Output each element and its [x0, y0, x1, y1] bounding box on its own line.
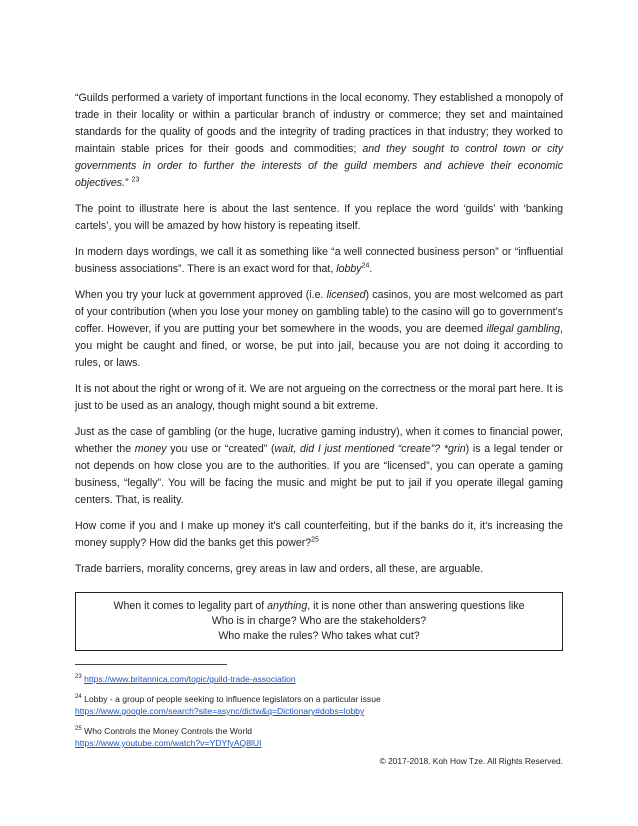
casinos-text-c: , you might be caught and fined, or worse, be put into jail, because you are not doing it according to rules, or laws.: [75, 323, 563, 369]
footnote-link[interactable]: https://www.britannica.com/topic/guild-trade-association: [84, 674, 296, 684]
callout-line-3: Who make the rules? Who takes what cut?: [218, 630, 420, 642]
paragraph-lobby: [75, 244, 563, 278]
paragraph-guilds-quote: [75, 90, 563, 192]
footnote-number: 24: [75, 694, 82, 701]
footnote-24: [75, 693, 563, 717]
gaming-text-b: you use or “created” (: [166, 443, 275, 455]
footnote-23: [75, 673, 563, 685]
callout-emphasis: anything: [267, 600, 308, 612]
callout-line-1: [86, 599, 552, 614]
paragraph-gaming-industry: [75, 424, 563, 509]
gaming-text-c: ) is a legal tender or not depends on how close you are to the authorities. If you are “licensed”, you can operate a gaming business, “legally”. You will be facing the music and might be put to jail if you operate illegal gaming centers. That, is reality.: [75, 443, 563, 506]
footnote-number: 23: [75, 674, 82, 681]
callout-line-1-text-a: When it comes to legality part of: [113, 600, 268, 612]
licensed-emphasis: licensed: [326, 289, 366, 301]
footnote-number: 25: [75, 726, 82, 733]
quote-text: “Guilds performed a variety of important functions in the local economy. They established a monopoly of trade in their locality or within a particular branch of industry or commerce; they set and maintained standards for the quality of goods and the integrity of trading practices in that industry; they worked to maintain stable prices for their goods and commodities;: [75, 92, 563, 155]
footnote-text: Who Controls the Money Controls the World: [84, 726, 253, 736]
quote-emphasis: and they sought to control town or city governments in order to further the interests of the guild members and achieve their economic objectives.: [75, 143, 564, 189]
footnote-text: Lobby - a group of people seeking to influence legislators on a particular issue: [84, 694, 381, 704]
casinos-text-b: ) casinos, you are most welcomed as part of your contribution (when you lose your money on gambling table) to the casino will go to government’s coffer. However, if you are putting your bet somewhere in the woods, you are deemed: [75, 289, 563, 335]
paragraph-counterfeiting: [75, 518, 563, 552]
footnote-link[interactable]: https://www.youtube.com/watch?v=YDYfyAQ8lUI: [75, 738, 262, 748]
footnote-divider: [75, 664, 227, 665]
counterfeiting-text: How come if you and I make up money it's call counterfeiting, but if the banks do it, it's increasing the money supply? How did the banks get this power?: [75, 520, 563, 549]
quote-close: ”: [125, 177, 132, 189]
paragraph-banking-cartels: The point to illustrate here is about the last sentence. If you replace the word ‘guilds’ with ‘banking cartels’, you will be amazed by how history is repeating itself.: [75, 203, 563, 232]
illegal-gambling-emphasis: illegal gambling: [486, 323, 561, 335]
callout-box: [75, 592, 563, 651]
casinos-text-a: When you try your luck at government approved (i.e.: [75, 289, 327, 301]
paragraph-analogy: It is not about the right or wrong of it. We are not argueing on the correctness or the moral part here. It is just to be used as an analogy, though might sound a bit extreme.: [75, 383, 563, 412]
gaming-text-a: Just as the case of gambling (or the huge, lucrative gaming industry), when it comes to financial power, whether the: [75, 426, 563, 455]
create-emphasis: wait, did I just mentioned “create”? *grin: [274, 443, 466, 455]
footnote-ref-24[interactable]: 24: [361, 262, 370, 270]
lobby-period: .: [369, 263, 373, 275]
callout-line-1-text-b: , it is none other than answering questions like: [307, 600, 525, 612]
lobby-emphasis: lobby: [336, 263, 362, 275]
footnote-link[interactable]: https://www.google.com/search?site=async/dictw&q=Dictionary#dobs=lobby: [75, 706, 365, 716]
footnote-ref-25[interactable]: 25: [311, 536, 319, 544]
paragraph-casinos: [75, 287, 563, 372]
footnote-25: [75, 725, 563, 749]
lobby-text: In modern days wordings, we call it as something like “a well connected business person” or “influential business associations”. There is an exact word for that,: [75, 246, 563, 275]
footnotes: [75, 673, 563, 749]
paragraph-trade-barriers: Trade barriers, morality concerns, grey areas in law and orders, all these, are arguable.: [75, 563, 484, 575]
copyright-notice: © 2017-2018. Koh How Tze. All Rights Reserved.: [379, 756, 563, 766]
callout-line-2: Who is in charge? Who are the stakeholders?: [211, 615, 427, 627]
footnote-ref-23[interactable]: 23: [131, 176, 140, 184]
page-body: [75, 90, 563, 757]
money-emphasis: money: [134, 443, 167, 455]
